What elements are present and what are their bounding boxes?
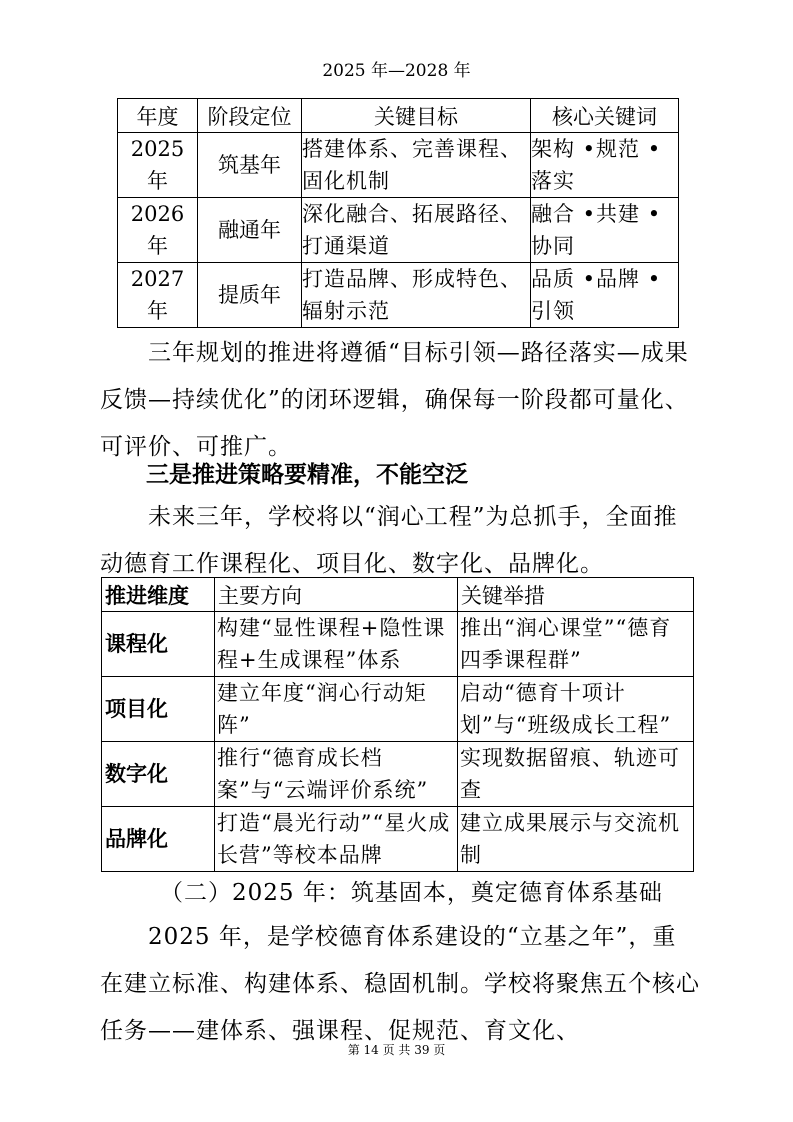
cell-stage: 融通年	[198, 198, 302, 263]
table-row	[102, 677, 694, 742]
cell-direction: 建立年度“润心行动矩阵”	[215, 677, 458, 742]
paragraph-2025: 2025 年，是学校德育体系建设的“立基之年”，重在建立标准、构建体系、稳固机制。学校将聚焦五个核心任务——建体系、强课程、促规范、育文化、	[100, 924, 700, 1044]
cell-direction: 打造“晨光行动”“星火成长营”等校本品牌	[215, 807, 458, 872]
three-year-plan-table	[117, 98, 679, 328]
cell-stage: 提质年	[198, 263, 302, 328]
header-measure: 关键举措	[458, 578, 694, 612]
cell-goal: 深化融合、拓展路径、打通渠道	[302, 198, 531, 263]
table-row	[118, 263, 679, 328]
header-goal: 关键目标	[302, 99, 531, 133]
table-row	[118, 198, 679, 263]
cell-goal: 搭建体系、完善课程、固化机制	[302, 133, 531, 198]
paragraph-closed-loop: 三年规划的推进将遵循“目标引领—路径落实—成果反馈—持续优化”的闭环逻辑，确保每一阶段都可量化、可评价、可推广。	[100, 340, 689, 460]
cell-stage: 筑基年	[198, 133, 302, 198]
table-header-row	[118, 99, 679, 133]
cell-keywords: 品质 •品牌 •引领	[531, 263, 679, 328]
cell-dimension: 数字化	[102, 742, 215, 807]
cell-measure: 启动“德育十项计划”与“班级成长工程”	[458, 677, 694, 742]
cell-year: 2026 年	[118, 198, 198, 263]
cell-dimension: 品牌化	[102, 807, 215, 872]
header-year: 年度	[118, 99, 198, 133]
table-row	[102, 612, 694, 677]
paragraph-strategy: 未来三年，学校将以“润心工程”为总抓手，全面推动德育工作课程化、项目化、数字化、品牌化。	[100, 504, 678, 577]
table-row	[118, 133, 679, 198]
cell-year: 2025 年	[118, 133, 198, 198]
cell-direction: 构建“显性课程+隐性课程+生成课程”体系	[215, 612, 458, 677]
cell-direction: 推行“德育成长档案”与“云端评价系统”	[215, 742, 458, 807]
cell-measure: 建立成果展示与交流机制	[458, 807, 694, 872]
header-keywords: 核心关键词	[531, 99, 679, 133]
cell-keywords: 融合 •共建 •协同	[531, 198, 679, 263]
table-caption: 2025 年—2028 年	[322, 61, 471, 81]
cell-dimension: 课程化	[102, 612, 215, 677]
cell-year: 2027 年	[118, 263, 198, 328]
cell-measure: 实现数据留痕、轨迹可查	[458, 742, 694, 807]
cell-measure: 推出“润心课堂”“德育四季课程群”	[458, 612, 694, 677]
section-title-2025: （二）2025 年：筑基固本，奠定德育体系基础	[160, 880, 663, 906]
section-heading-strategy: 三是推进策略要精准，不能空泛	[146, 462, 468, 488]
table-row	[102, 742, 694, 807]
header-stage: 阶段定位	[198, 99, 302, 133]
cell-goal: 打造品牌、形成特色、辐射示范	[302, 263, 531, 328]
strategy-table	[101, 577, 694, 872]
table-row	[102, 807, 694, 872]
page-footer: 第 14 页 共 39 页	[347, 1043, 446, 1057]
header-direction: 主要方向	[215, 578, 458, 612]
cell-keywords: 架构 •规范 •落实	[531, 133, 679, 198]
cell-dimension: 项目化	[102, 677, 215, 742]
table-header-row	[102, 578, 694, 612]
header-dimension: 推进维度	[102, 578, 215, 612]
